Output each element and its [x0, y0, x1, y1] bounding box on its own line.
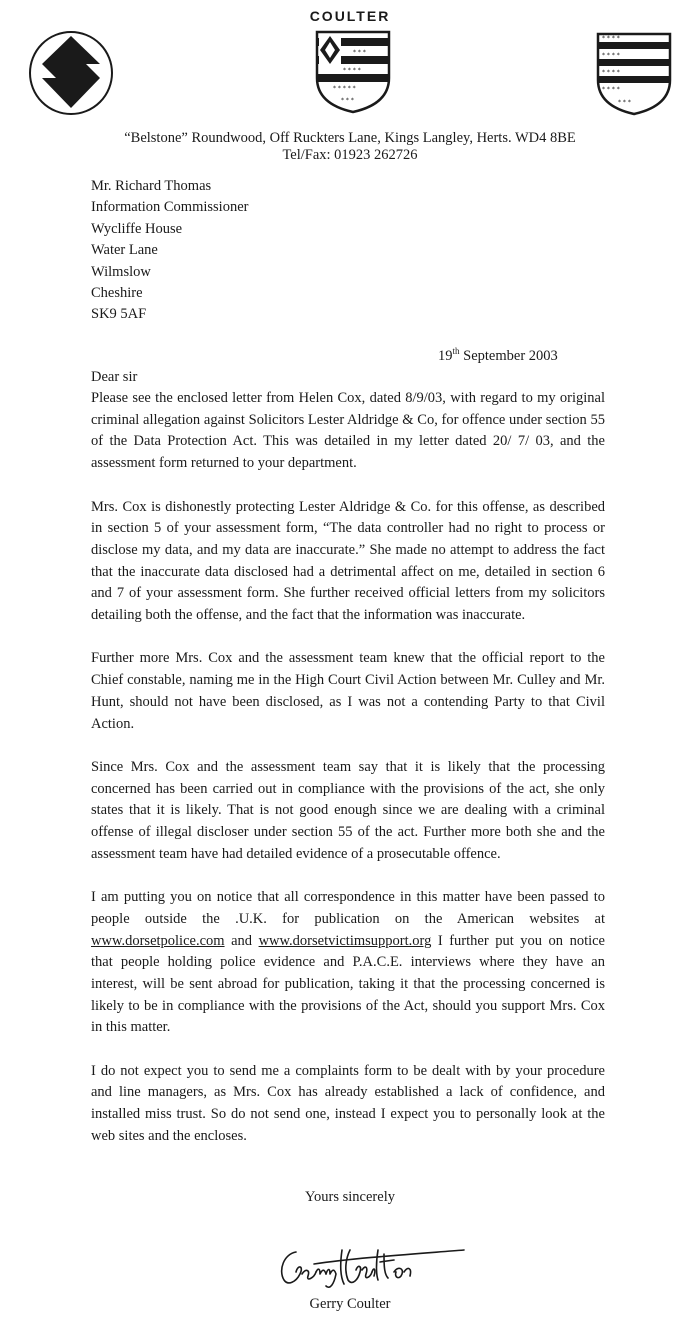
- closing: Yours sincerely: [305, 1189, 395, 1205]
- letter-date: [438, 346, 558, 365]
- coat-of-arms-icon: [313, 26, 393, 116]
- letterhead-address: “Belstone” Roundwood, Off Ruckters Lane, Kings Langley, Herts. WD4 8BE: [124, 130, 576, 146]
- svg-text:* * * *: * * * *: [602, 52, 620, 59]
- svg-text:* * *: * * *: [618, 99, 631, 106]
- body-paragraph: Since Mrs. Cox and the assessment team say that it is likely that the processing concerned has been carried out in compliance with the provisions of the act, she only states that it is likely. That is not good enough since we are dealing with a criminal offense of illegal discloser under section 55 of the act. Further more both she and the assessment team have had detailed evidence of a prosecutable offence.: [91, 758, 605, 862]
- diamond-logo-icon: [28, 30, 114, 116]
- letter-body: [91, 388, 605, 1148]
- body-paragraph: Mrs. Cox is dishonestly protecting Lester Aldridge & Co. for this offense, as described in section 5 of your assessment form, “The data controller had no right to process or disclose my data, and my data are inaccurate.” She made no attempt to address the fact that the inaccurate data disclosed had a detrimental affect on me, detailed in section 6 and 7 of your assessment form. She further received official letters from my solicitors detailing both the offense, and the fact that the information was inaccurate.: [91, 498, 605, 624]
- notice-paragraph: [91, 887, 605, 1039]
- svg-text:* * * *: * * * *: [602, 35, 620, 42]
- body-paragraph: Further more Mrs. Cox and the assessment team knew that the official report to the Chief constable, naming me in the High Court Civil Action between Mr. Culley and Mr. Hunt, should not have been disclosed, as I was not a contending Party to that Civil Action.: [91, 650, 605, 732]
- notice-text-2: and: [224, 932, 259, 949]
- brand-name: COULTER: [309, 8, 391, 24]
- date-rest: September 2003: [459, 347, 558, 364]
- recipient-line: SK9 5AF: [91, 306, 147, 323]
- recipient-line: Mr. Richard Thomas: [91, 178, 212, 194]
- recipient-line: Cheshire: [91, 284, 143, 301]
- recipient-line: Information Commissioner: [91, 199, 249, 216]
- svg-text:* * * *: * * * *: [602, 69, 620, 76]
- notice-text-1: I am putting you on notice that all correspondence in this matter have been passed to people outside the .U.K. for publication on the American websites at: [91, 889, 605, 927]
- svg-text:* * *: * * *: [353, 49, 366, 56]
- website-link-dorsetpolice[interactable]: www.dorsetpolice.com: [91, 932, 225, 949]
- recipient-line: Wycliffe House: [91, 220, 183, 237]
- notice-text-3: I further put you on notice that people holding police evidence and P.A.C.E. interviews where they have an interest, will be sent abroad for publication, taking it that the processing concerned is likely to be in compliance with the provisions of the Act, should you support Mrs. Cox in this matter.: [91, 932, 605, 1036]
- website-link-dorsetvictimsupport[interactable]: www.dorsetvictimsupport.org: [258, 932, 432, 949]
- recipient-line: Wilmslow: [91, 263, 151, 280]
- recipient-line: Water Lane: [91, 242, 158, 259]
- body-paragraph: I do not expect you to send me a complaints form to be dealt with by your procedure and line managers, as Mrs. Cox has already established a lack of confidence, and installed miss trust. So do not send one, instead I expect you to personally look at the web sites and the encloses.: [91, 1062, 605, 1144]
- handwritten-signature: [274, 1240, 468, 1292]
- date-day: 19: [438, 347, 453, 364]
- date-suffix: th: [452, 346, 460, 356]
- recipient-address: [91, 176, 248, 326]
- svg-text:* * * *: * * * *: [343, 67, 361, 74]
- salutation: Dear sir: [91, 369, 138, 385]
- signer-name: Gerry Coulter: [309, 1296, 391, 1312]
- svg-text:* * * *: * * * *: [602, 86, 620, 93]
- body-paragraph: Please see the enclosed letter from Helen Cox, dated 8/9/03, with regard to my original criminal allegation against Solicitors Lester Aldridge & Co, for offence under section 55 of the Data Protection Act. This was detailed in my letter dated 20/ 7/ 03, and the assessment form returned to your department.: [91, 390, 605, 472]
- svg-text:* * *: * * *: [341, 97, 354, 104]
- letterhead-phone: Tel/Fax: 01923 262726: [282, 147, 418, 163]
- shield-crest-icon: [594, 28, 674, 118]
- svg-text:* * * * *: * * * * *: [333, 85, 356, 92]
